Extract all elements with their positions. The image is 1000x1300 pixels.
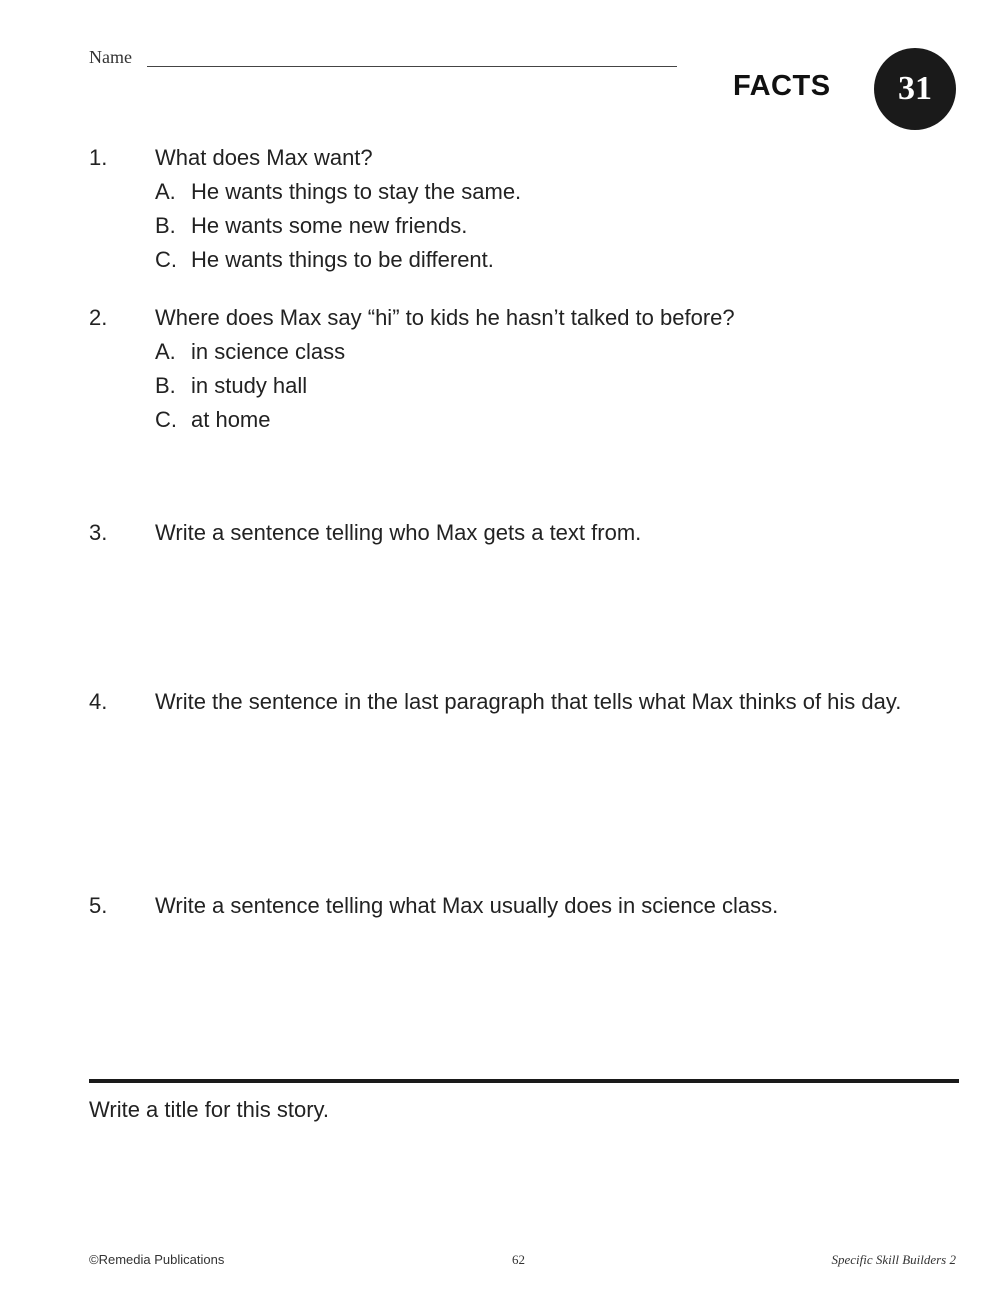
title-prompt: Write a title for this story. <box>89 1097 330 1122</box>
question-text: Write a sentence telling what Max usually does in science class. <box>155 893 779 918</box>
answer-options <box>155 175 915 277</box>
option-text: He wants things to stay the same. <box>191 179 522 204</box>
answer-options <box>155 335 915 437</box>
option-text: He wants things to be different. <box>191 247 494 272</box>
option-text: He wants some new friends. <box>191 213 468 238</box>
question-text: Write the sentence in the last paragraph that tells what Max thinks of his day. <box>155 689 902 714</box>
answer-option-b[interactable] <box>155 369 915 403</box>
answer-option-b[interactable] <box>155 209 915 243</box>
answer-option-a[interactable] <box>155 335 915 369</box>
option-text: at home <box>191 407 271 432</box>
question-text: What does Max want? <box>155 145 373 170</box>
question-number: 3. <box>89 520 108 545</box>
option-letter: B. <box>155 213 176 238</box>
name-line[interactable] <box>147 66 677 67</box>
question-number: 4. <box>89 689 108 714</box>
question-number: 1. <box>89 145 108 170</box>
name-label: Name <box>89 47 132 67</box>
option-letter: A. <box>155 339 176 364</box>
option-text: in science class <box>191 339 346 364</box>
footer-book-title: Specific Skill Builders 2 <box>831 1252 956 1267</box>
section-divider <box>89 1079 959 1083</box>
lesson-number-badge: 31 <box>874 48 956 130</box>
answer-option-c[interactable] <box>155 403 915 437</box>
answer-option-a[interactable] <box>155 175 915 209</box>
option-letter: C. <box>155 247 177 272</box>
answer-option-c[interactable] <box>155 243 915 277</box>
question-text: Where does Max say “hi” to kids he hasn’t talked to before? <box>155 305 735 330</box>
option-text: in study hall <box>191 373 308 398</box>
footer-publisher: ©Remedia Publications <box>89 1252 225 1267</box>
section-title: FACTS <box>733 70 831 102</box>
option-letter: B. <box>155 373 176 398</box>
footer-page-number: 62 <box>512 1252 525 1267</box>
option-letter: C. <box>155 407 177 432</box>
option-letter: A. <box>155 179 176 204</box>
question-text: Write a sentence telling who Max gets a text from. <box>155 520 642 545</box>
question-number: 2. <box>89 305 108 330</box>
question-number: 5. <box>89 893 108 918</box>
